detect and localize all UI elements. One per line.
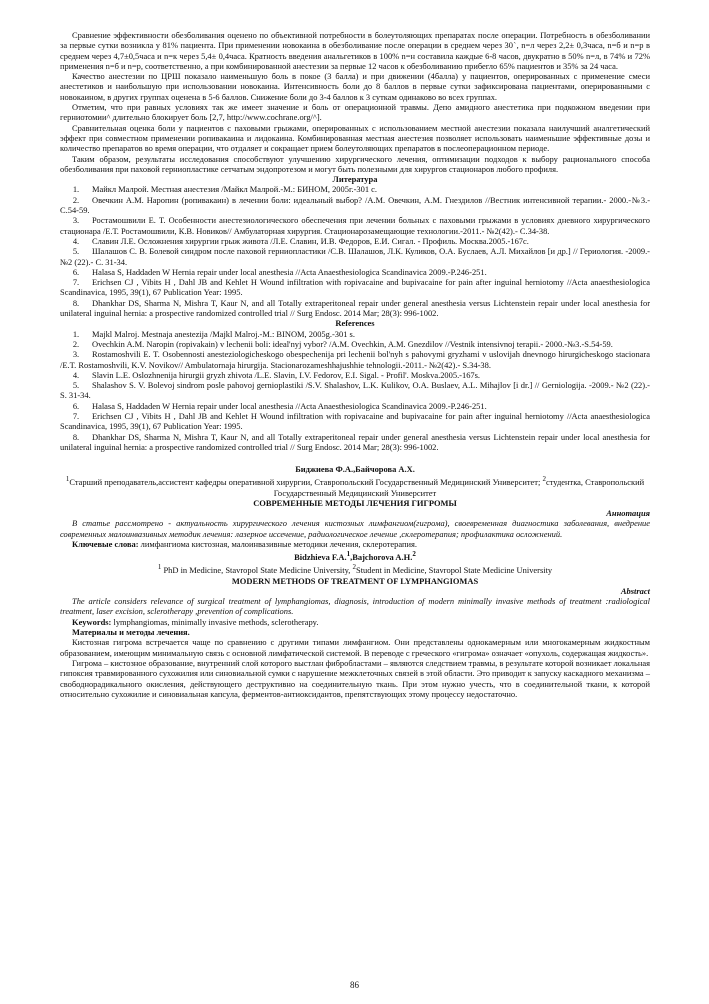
list-item	[60, 267, 650, 277]
keywords-ru: Ключевые слова: лимфангиома кистозная, малоинвазивные методики лечения, склеротерапия.	[72, 539, 417, 550]
abstract-text-ru: В статье рассмотрено - актуальность хирургического лечения кистозных лимфангиом(гигрома), своевременная диагностика заболевания, внедрение современных малоинвазивных методик лечения: лазерное иссечение, радиологическое лечение ,склеротерапия; профилактика осложнений.	[60, 518, 650, 539]
article-header-en	[60, 549, 650, 627]
item-text: Майкл Малрой. Местная анестезия /Майкл Малрой.-М.: БИНОМ, 2005г.-301 с.	[92, 184, 378, 195]
list-item	[60, 329, 650, 339]
keywords-en: Keywords: lymphangiomas, minimally invasive methods, sclerotherapy.	[72, 616, 319, 627]
section-gap	[60, 452, 650, 464]
abstract-label-ru: Аннотация	[606, 508, 650, 519]
list-item	[60, 401, 650, 411]
literature-heading: Литература	[332, 174, 378, 185]
item-number: 8.	[72, 297, 80, 308]
item-text: Erichsen CJ , Vibits H , Dahl JB and Kehlet H Wound infiltration with ropivacaine and bupivacaine for pain after inguinal herniotomy //Acta anaesthesiologica Scandinavica, 1995, 39(1), 67 Publication Year: 1995.	[60, 277, 650, 298]
article-title-ru: СОВРЕМЕННЫЕ МЕТОДЫ ЛЕЧЕНИЯ ГИГРОМЫ	[253, 497, 457, 508]
list-item	[60, 246, 650, 267]
abstract-text-en: The article considers relevance of surgical treatment of lymphangiomas, diagnosis, introduction of modern minimally invasive methods of treatment :radiological treatment, laser excision, sclerotherapy ,prevention of complications.	[60, 596, 650, 617]
paragraph: Кистозная гигрома встречается чаще по сравнению с другими типами лимфангиом. Они представлены однокамерным или многокамерным жидкостным образованием, имеющим минимальную связь с основной лимфатической системой. В переводе с греческого «гигрома» означает «опухоль, содержащая жидкость».	[60, 637, 650, 658]
list-item	[60, 236, 650, 246]
paragraph: Сравнение эффективности обезболивания оценено по объективной потребности в болеутоляющих препаратах после операции. Потребность в обезболивании за первые сутки возникла у 81% пациента. При применении новокаина в обезболивание после операции в среднем через 30ˋ, n=л через 2,2± 0,3часа, n=б и n=р в среднем через 4,7±0,5часа и n=к через 5,4± 0,4часа. Кратность введения анальгетиков в 100% n=н составила каждые 6-8 часов, двукратно в 50% n=л, в 74% и 72% применения n=б и n=р, соответственно, а при комбинированной анестезии за первые 12 часов к обезболиванию прибегло 65% пациентов и 35% за 24 часа.	[60, 30, 650, 71]
item-number: 2.	[72, 338, 80, 349]
item-number: 2.	[72, 194, 80, 205]
paragraph: Отметим, что при равных условиях так же имеет значение и боль от операционной травмы. Депо амидного анестетика при подкожном введении при герниотомии^ длительно блокирует боль [2,7, http://www.cochrane.org/^].	[60, 102, 650, 123]
item-text: Dhankhar DS, Sharma N, Mishra T, Kaur N, and all Totally extraperitoneal repair under general anesthesia versus Lichtenstein repair under local anesthesia for unilateral inguinal hernia: a prospective randomized controlled trial // Surg Endosc. 2014 Mar; 28(3): 996-1002.	[60, 297, 650, 319]
item-text: Ovechkin A.M. Naropin (ropivakain) v lechenii boli: ideal'nyj vybor? /A.M. Ovechkin, A.M. Gnezdilov //Vestnik intensivnoj terapii.- 2000.-№3.-S.54-59.	[92, 338, 613, 349]
paragraph: Сравнительная оценка боли у пациентов с паховыми грыжами, оперированных с использованием местной анестезии показала наилучший аналгетический эффект при совместном применении ропивакаина и лидокаина. Комбинированная местная анестезия позволяет использовать наименьшие эффективные дозы и количество препаратов во время операции, что отдаляет и сокращает прием болеутоляющих препаратов в послеоперационном периоде.	[60, 122, 650, 154]
item-text: Rostamoshvili E. T. Osobennosti anesteziologicheskogo obespechenija pri lechenii bol'nyh s pahovymi gryzhami v uslovijah dnevnogo hirurgicheskogo stacionara /E.T. Rostamoshvili, K.V. Novikov// Ambulatornaja hirurgija. Stacionarozameshhajushhie tehnologii.-2011.- №2(42).- S.34-38.	[60, 349, 650, 370]
methods-heading: Материалы и методы лечения.	[72, 627, 190, 638]
literature-list	[60, 184, 650, 318]
document-page	[60, 30, 650, 699]
references-heading: References	[335, 318, 375, 329]
item-number: 7.	[72, 410, 80, 421]
authors-en: Bidzhieva F.A.$^1$,Bajchorova A.H.$^2$	[294, 550, 416, 563]
page-number: 86	[350, 980, 359, 990]
list-item	[60, 184, 650, 194]
item-text: Shalashov S. V. Bolevoj sindrom posle pahovoj gernioplastiki /S.V. Shalashov, L.K. Kulikov, O.A. Buslaev, A.L. Mihajlov [i dr.] // Gerniologija. -2009.- №2 (22).- S. 31-34.	[60, 380, 650, 401]
list-item	[60, 380, 650, 401]
list-item	[60, 215, 650, 236]
list-item	[60, 277, 650, 298]
item-text: Ростамошвили Е. Т. Особенности анестезиологического обеспечения при лечении больных с паховыми грыжами в условиях дневного хирургического стационара /Е.Т. Ростамошвили, К.В. Новиков// Амбулаторная хирургия. Стационарозамещающие технологии.-2011.- №2(42).- С.34-38.	[60, 215, 650, 236]
item-text: Шалашов С. В. Болевой синдром после паховой герниопластики /С.В. Шалашов, Л.К. Куликов, О.А. Буслаев, А.Л. Михайлов [и др.] // Гериология. -2009.- №2 (22).- С. 31-34.	[60, 246, 650, 267]
references-list	[60, 329, 650, 453]
item-text: Slavin L.E. Oslozhnenija hirurgii gryzh zhivota /L.E. Slavin, I.V. Fedorov, E.I. Sigal. - Profil'. Moskva.2005.-167s.	[92, 369, 481, 380]
item-number: 5.	[72, 380, 80, 391]
affiliation-ru: $^1$Старший преподаватель,ассистент кафедры оперативной хирургии, Ставропольский Государственный Медицинский Университет; $^2$студентка, Ставропольский Государственный Медицинский Университет	[65, 475, 645, 498]
item-text: Овечкин А.М. Наропин (ропивакаин) в лечении боли: идеальный выбор? /А.М. Овечкин, А.М. Гнездилов //Вестник интенсивной терапии.- 2000.-№3.-С.54-59.	[60, 194, 650, 216]
abstract-label-en: Abstract	[620, 585, 650, 596]
list-item	[60, 195, 650, 216]
item-text: Halasa S, Haddaden W Hernia repair under local anesthesia //Acta Anaesthesiologica Scandinavica 2009.-P.246-251.	[92, 266, 487, 277]
list-item	[60, 370, 650, 380]
article-title-en: MODERN METHODS OF TREATMENT OF LYMPHANGIOMAS	[231, 575, 479, 586]
article-header-ru	[60, 464, 650, 549]
item-number: 4.	[72, 235, 80, 246]
item-number: 1.	[72, 328, 80, 339]
item-number: 3.	[72, 349, 80, 360]
item-text: Славин Л.Е. Осложнения хирургии грыж живота /Л.Е. Славин, И.В. Федоров, Е.И. Сигал. - Профиль. Москва.2005.-167с.	[92, 235, 529, 246]
list-item	[60, 432, 650, 453]
item-number: 1.	[72, 184, 80, 195]
item-text: Majkl Malroj. Mestnaja anestezija /Majkl Malroj.-M.: BINOM, 2005g.-301 s.	[92, 328, 355, 339]
list-item	[60, 339, 650, 349]
item-number: 8.	[72, 431, 80, 442]
item-text: Dhankhar DS, Sharma N, Mishra T, Kaur N, and all Totally extraperitoneal repair under general anesthesia versus Lichtenstein repair under local anesthesia for unilateral inguinal hernia: a prospective randomized controlled trial // Surg Endosc. 2014 Mar; 28(3): 996-1002.	[60, 431, 650, 452]
item-number: 6.	[72, 400, 80, 411]
body-section	[60, 637, 650, 699]
item-number: 6.	[72, 266, 80, 277]
item-number: 4.	[72, 369, 80, 380]
item-number: 7.	[72, 277, 80, 288]
affiliation-en: $^1$ PhD in Medicine, Stavropol State Medicine University, $^2$Student in Medicine, Stavropol State Medicine University	[157, 563, 553, 576]
authors-ru: Биджиева Ф.А.,Байчорова А.Х.	[295, 464, 415, 475]
list-item	[60, 349, 650, 370]
item-number: 3.	[72, 215, 80, 226]
item-text: Halasa S, Haddaden W Hernia repair under local anesthesia //Acta Anaesthesiologica Scandinavica 2009.-P.246-251.	[92, 400, 487, 411]
item-number: 5.	[72, 246, 80, 257]
paragraph: Качество анестезии по ЦРШ показало наименьшую боль в покое (3 балла) и при движении (4балла) у пациентов, оперированных с применение смеси анестетиков и наибольшую при использовании новокаина. Интенсивность боли до 8 баллов в первые сутки зафиксирована пациентами, оперированными с новокаином, в других группах оценена в 5-6 баллов. Снижение боли до 3-4 баллов к 3 суткам одинаково во всех группах.	[60, 71, 650, 102]
paragraph: Таким образом, результаты исследования способствуют улучшению хирургического лечения, оптимизации подходов к выбору рационального способа обезболивания при паховой герниопластике сетчатым эндопротезом и могут быть полезными для хирургов стационаров любого профиля.	[60, 153, 650, 174]
list-item	[60, 298, 650, 319]
intro-section	[60, 30, 650, 174]
item-text: Erichsen CJ , Vibits H , Dahl JB and Kehlet H Wound infiltration with ropivacaine and bupivacaine for pain after inguinal herniotomy //Acta anaesthesiologica Scandinavica, 1995, 39(1), 67 Publication Year: 1995.	[60, 410, 650, 432]
list-item	[60, 411, 650, 432]
paragraph: Гигрома – кистозное образование, внутренний слой которого выстлан фибробластами – являются следствием травмы, в результате которой возникает локальная гипоксия травмированного сухожилия или синовиальной сумки с нарушение межклеточных связей в этой области. Это приводит к запуску каскадного механизма – свободнорадикального окисления, действующего деструктивно на соединительную ткань. При этом нужно учесть, что в соединительной ткани, к которой относительно сухожилие и синовиальная капсула, ферментов-антиоксидантов, препятствующих этому процессу недостаточно.	[60, 657, 650, 699]
